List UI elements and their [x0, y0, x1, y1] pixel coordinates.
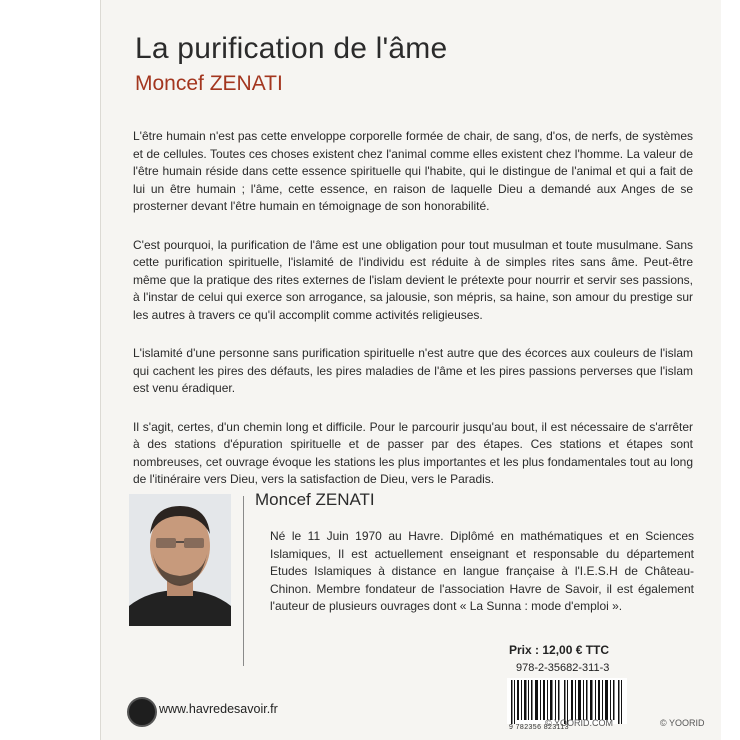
watermark-left: © YOORID.COM [545, 718, 613, 728]
price-label: Prix : 12,00 € TTC [509, 643, 610, 657]
author-portrait-icon [129, 494, 231, 626]
book-back-cover [100, 0, 721, 740]
blurb [133, 128, 693, 510]
isbn-label: 978-2-35682-311-3 [516, 662, 610, 674]
bio-divider [243, 496, 244, 666]
bio-author-name: Moncef ZENATI [255, 490, 375, 509]
blurb-paragraph-1: L'être humain n'est pas cette enveloppe corporelle formée de chair, de sang, d'os, de nerfs, de systèmes et de cellules. Toutes ces choses existent chez l'animal comme elles existent chez l'homme. La valeur de l'être humain réside dans cette essence spirituelle qui l'habite, qui le distingue de l'animal et qui a fait de lui un être humain ; l'âme, cette essence, en raison de laquelle Dieu a demandé aux Anges de se prosterner devant l'être humain en témoignage de son honorabilité. [133, 129, 693, 213]
blurb-paragraph-4: Il s'agit, certes, d'un chemin long et difficile. Pour le parcourir jusqu'au bout, il est nécessaire de s'arrêter à des stations d'épuration spirituelle et de passer par des étapes. Ces stations et étapes sont nombreuses, cet ouvrage évoque les stations les plus importantes et les plus fondamentales tout au long de l'itinéraire vers Dieu, vers la satisfaction de Dieu, vers le Paradis. [133, 419, 693, 486]
blurb-paragraph-2: C'est pourquoi, la purification de l'âme est une obligation pour tout musulman et toute musulmane. Sans cette purification spirituelle, l'islamité de l'individu est réduite à de simples rites sans âme. Peut-être même que la pratique des rites externes de l'islam devient le prétexte pour nourrir et servir ses passions, à l'instar de celui qui exerce son arrogance, sa jalousie, son mépris, sa haine, son amour du prestige sur les autres à travers ce qu'il accomplit comme activités religieuses. [133, 237, 693, 322]
publisher-logo-icon [127, 697, 157, 727]
author-photo [129, 494, 231, 626]
barcode-number: 9 782356 823113 [509, 724, 569, 731]
publisher-website: www.havredesavoir.fr [159, 702, 278, 716]
book-title: La purification de l'âme [135, 32, 448, 65]
book-author: Moncef ZENATI [135, 72, 283, 95]
bio-text: Né le 11 Juin 1970 au Havre. Diplômé en mathématiques et en Sciences Islamiques, Il est actuellement enseignant et responsable du département Etudes Islamiques à distance en langue française à l'I.E.S.H de Château-Chinon. Membre fondateur de l'association Havre de Savoir, il est également l'auteur de plusieurs ouvrages dont « La Sunna : mode d'emploi ». [270, 529, 694, 613]
watermark-right: © YOORID [660, 718, 705, 728]
blurb-paragraph-3: L'islamité d'une personne sans purification spirituelle n'est autre que des écorces aux couleurs de l'islam qui cachent les pires des défauts, les pires maladies de l'âme et les pires passions perverses que l'islam est venu éradiquer. [133, 346, 693, 395]
